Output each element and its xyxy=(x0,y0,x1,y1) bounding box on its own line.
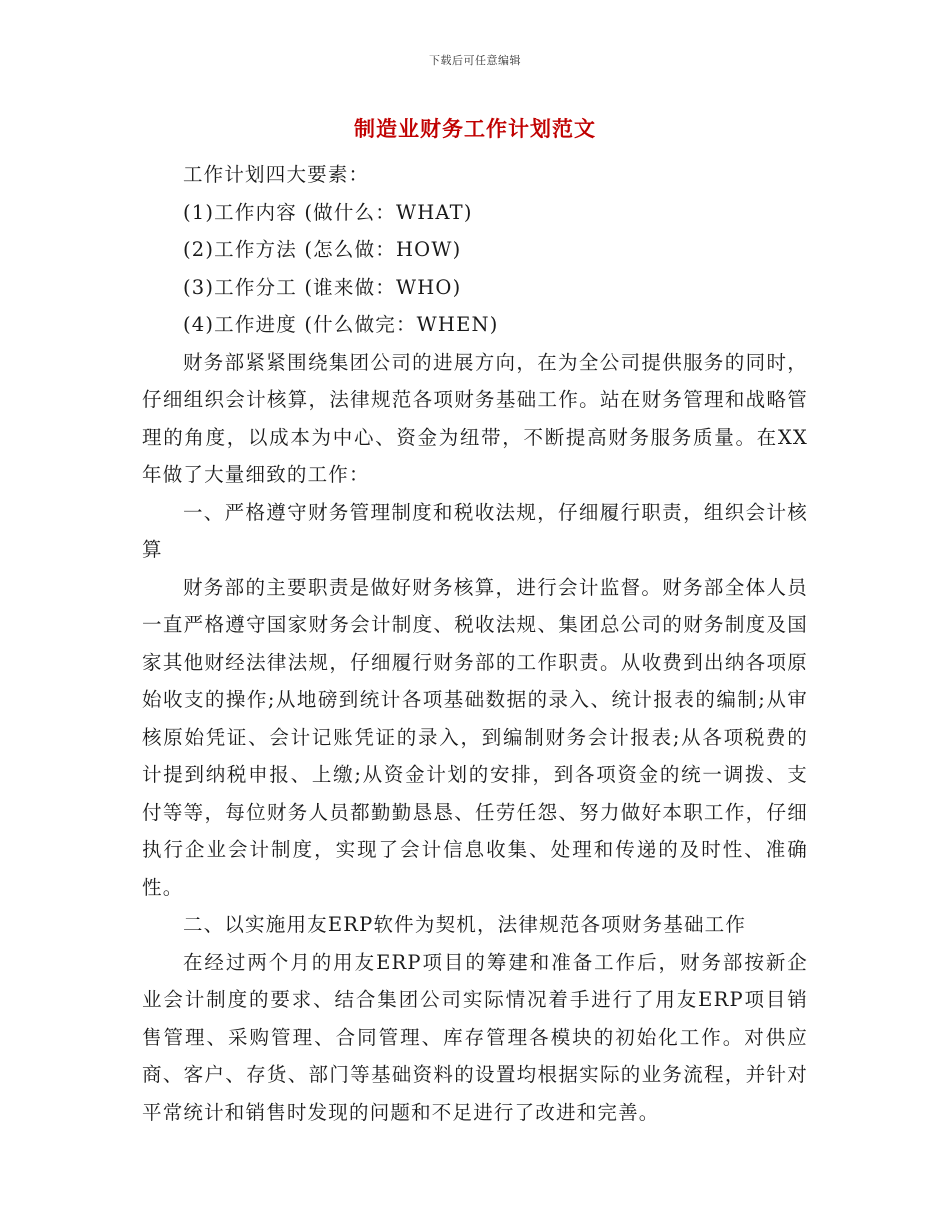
document-body xyxy=(142,156,808,1131)
paragraph: 工作计划四大要素： xyxy=(182,163,370,186)
paragraph: (1)工作内容 (做什么：WHAT) xyxy=(182,200,473,224)
paragraph: 财务部紧紧围绕集团公司的进展方向，在为全公司提供服务的同时，仔细组织会计核算，法律规范各项财务基础工作。站在财务管理和战略管理的角度，以成本为中心、资金为纽带，不断提高财务服务质量。在XX年做了大量细致的工作： xyxy=(142,350,808,486)
header-note: 下载后可任意编辑 xyxy=(429,54,521,67)
section-heading: 一、严格遵守财务管理制度和税收法规，仔细履行职责，组织会计核算 xyxy=(142,500,808,561)
paragraph: (2)工作方法 (怎么做：HOW) xyxy=(182,238,462,261)
document-title: 制造业财务工作计划范文 xyxy=(354,117,596,141)
paragraph: (4)工作进度 (什么做完：WHEN) xyxy=(182,313,499,336)
paragraph: (3)工作分工 (谁来做：WHO) xyxy=(182,275,462,299)
paragraph: 在经过两个月的用友ERP项目的筹建和准备工作后，财务部按新企业会计制度的要求、结合集团公司实际情况着手进行了用友ERP项目销售管理、采购管理、合同管理、库存管理各模块的初始化工作。对供应商、客户、存货、部门等基础资料的设置均根据实际的业务流程，并针对平常统计和销售时发现的问题和不足进行了改进和完善。 xyxy=(142,950,808,1124)
paragraph: 财务部的主要职责是做好财务核算，进行会计监督。财务部全体人员一直严格遵守国家财务会计制度、税收法规、集团总公司的财务制度及国家其他财经法律法规，仔细履行财务部的工作职责。从收费到出纳各项原始收支的操作;从地磅到统计各项基础数据的录入、统计报表的编制;从审核原始凭证、会计记账凭证的录入，到编制财务会计报表;从各项税费的计提到纳税申报、上缴;从资金计划的安排，到各项资金的统一调拨、支付等等，每位财务人员都勤勤恳恳、任劳任怨、努力做好本职工作，仔细执行企业会计制度，实现了会计信息收集、处理和传递的及时性、准确性。 xyxy=(142,575,808,899)
section-heading: 二、以实施用友ERP软件为契机，法律规范各项财务基础工作 xyxy=(182,913,747,936)
